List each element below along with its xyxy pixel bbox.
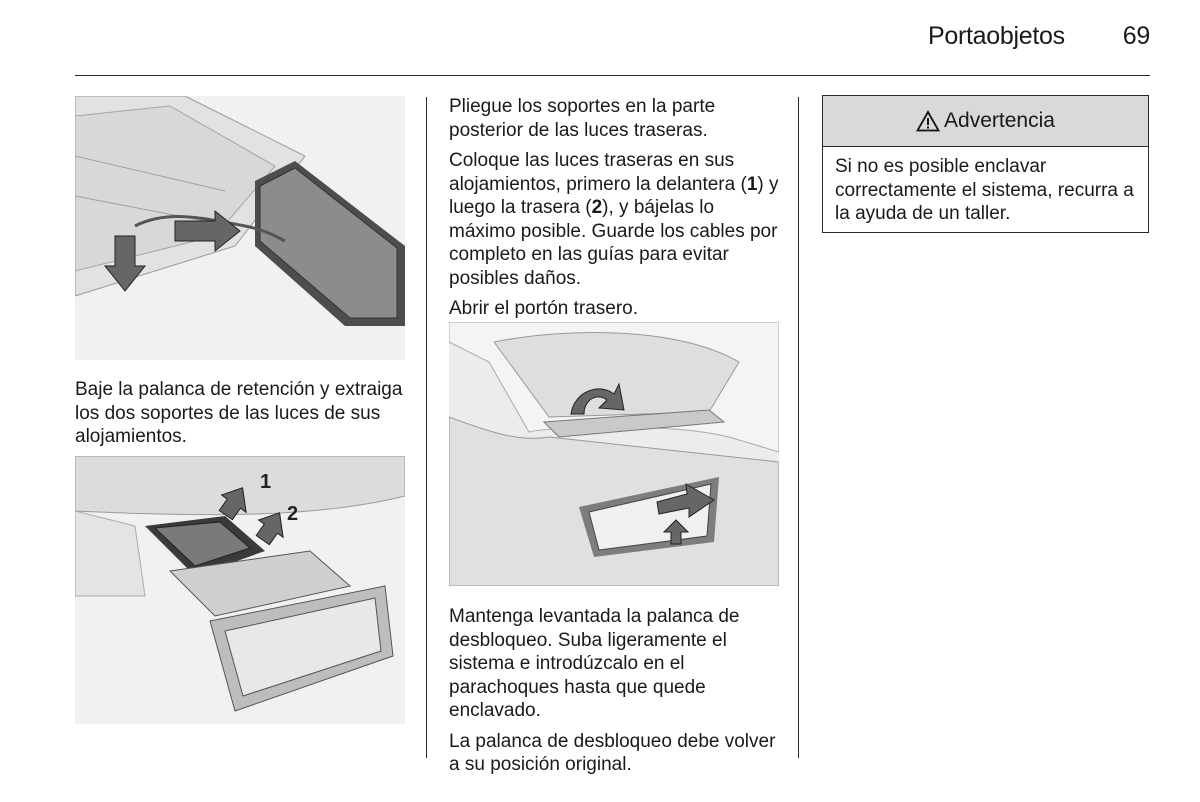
page-number: 69 xyxy=(1122,22,1150,50)
warning-text: Si no es posible enclavar correctamente el sistema, recurra a la ayuda de un taller. xyxy=(835,156,1134,224)
bracket-removal-drawing xyxy=(75,96,405,360)
page-header xyxy=(928,22,1150,51)
paragraph-open-tailgate: Abrir el portón trasero. xyxy=(449,298,639,319)
paragraph-remove-brackets: Baje la palanca de retención y extraiga los dos soportes de las luces de sus alojamientos. xyxy=(75,379,403,447)
stow-lights-drawing xyxy=(75,456,405,724)
illustration-tailgate xyxy=(449,322,779,586)
column-divider-2 xyxy=(798,97,799,758)
paragraph-insert-system: Mantenga levantada la palanca de desbloqueo. Suba ligeramente el sistema e introdúzcalo en el parachoques hasta que quede enclavado. xyxy=(449,606,740,721)
paragraph-fold-brackets: Pliegue los soportes en la parte posterior de las luces traseras. xyxy=(449,96,716,141)
paragraph-place-lights: Coloque las luces traseras en sus alojamientos, primero la delantera (1) y luego la trasera (2), y bájelas lo máximo posible. Guarde los cables por completo en las guías para evitar posibles daños. xyxy=(449,150,779,289)
illustration-stow-lights xyxy=(75,456,405,724)
illustration-bracket-removal xyxy=(75,96,405,360)
tailgate-drawing xyxy=(449,322,779,586)
warning-header xyxy=(823,96,1148,147)
column-2-top xyxy=(449,95,779,328)
paragraph-lever-return: La palanca de desbloqueo debe volver a su posición original. xyxy=(449,730,776,775)
column-1 xyxy=(75,378,407,456)
header-rule xyxy=(75,75,1150,76)
column-divider-1 xyxy=(426,97,427,758)
warning-box xyxy=(822,95,1149,233)
warning-title: Advertencia xyxy=(944,109,1055,132)
callout-2: 2 xyxy=(287,503,299,525)
section-title: Portaobjetos xyxy=(928,22,1065,50)
column-2-bottom xyxy=(449,605,779,784)
warning-triangle-icon xyxy=(916,110,940,132)
callout-1: 1 xyxy=(260,471,272,493)
